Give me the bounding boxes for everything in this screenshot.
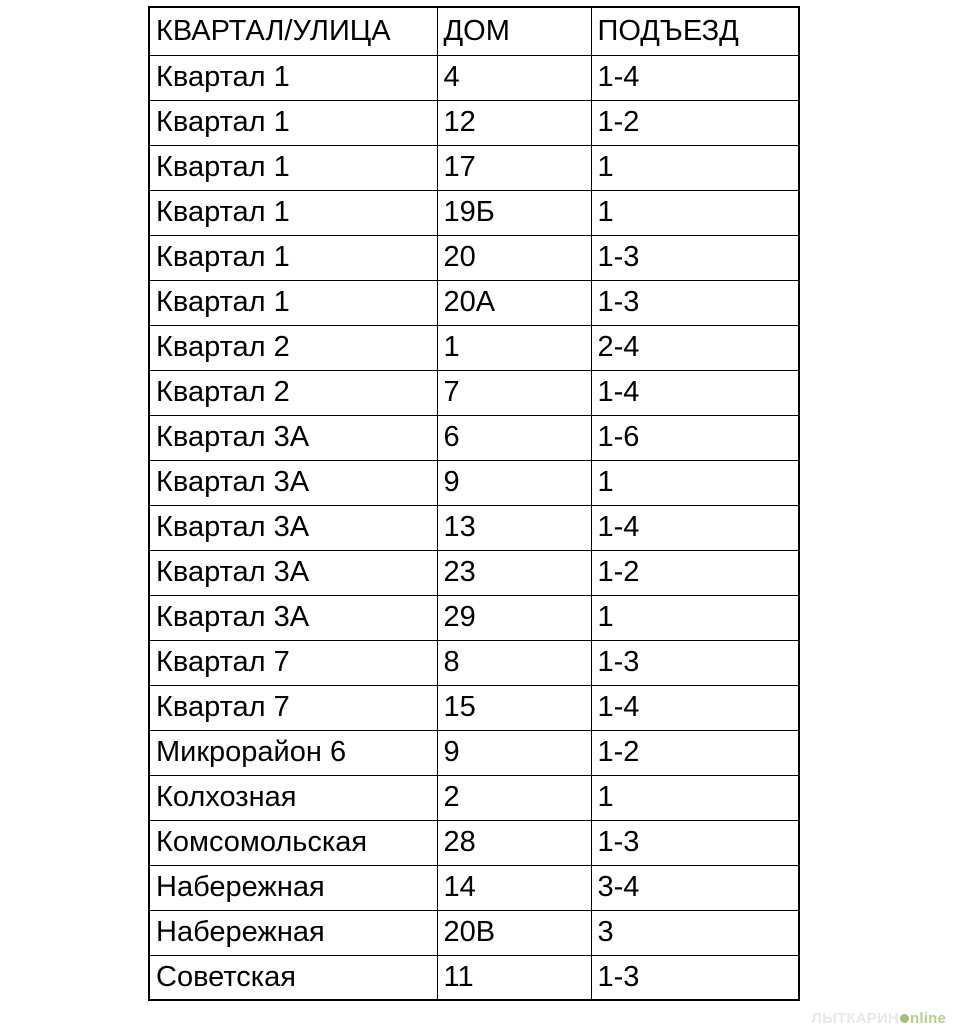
watermark-o-dot-icon bbox=[900, 1014, 909, 1023]
cell-street: Квартал 1 bbox=[149, 100, 437, 145]
cell-entrance: 1 bbox=[591, 145, 799, 190]
header-house: ДОМ bbox=[437, 7, 591, 55]
cell-house: 20А bbox=[437, 280, 591, 325]
cell-house: 15 bbox=[437, 685, 591, 730]
cell-entrance: 1-3 bbox=[591, 640, 799, 685]
cell-house: 14 bbox=[437, 865, 591, 910]
table-row bbox=[149, 460, 799, 505]
cell-entrance: 1-6 bbox=[591, 415, 799, 460]
cell-street: Квартал 3А bbox=[149, 460, 437, 505]
cell-house: 8 bbox=[437, 640, 591, 685]
cell-street: Микрорайон 6 bbox=[149, 730, 437, 775]
table-row bbox=[149, 505, 799, 550]
site-watermark bbox=[811, 1010, 946, 1027]
cell-entrance: 3-4 bbox=[591, 865, 799, 910]
cell-house: 4 bbox=[437, 55, 591, 100]
table-row bbox=[149, 370, 799, 415]
cell-house: 1 bbox=[437, 325, 591, 370]
cell-entrance: 3 bbox=[591, 910, 799, 955]
table-row bbox=[149, 415, 799, 460]
cell-street: Квартал 3А bbox=[149, 595, 437, 640]
table-row bbox=[149, 730, 799, 775]
table-row bbox=[149, 235, 799, 280]
table-row bbox=[149, 865, 799, 910]
cell-entrance: 1-3 bbox=[591, 955, 799, 1000]
cell-street: Квартал 3А bbox=[149, 505, 437, 550]
cell-entrance: 1 bbox=[591, 595, 799, 640]
cell-street: Квартал 2 bbox=[149, 370, 437, 415]
watermark-online-text: nline bbox=[909, 1010, 946, 1027]
cell-street: Колхозная bbox=[149, 775, 437, 820]
table-row bbox=[149, 685, 799, 730]
cell-house: 12 bbox=[437, 100, 591, 145]
table-row bbox=[149, 775, 799, 820]
cell-street: Набережная bbox=[149, 910, 437, 955]
table-row bbox=[149, 145, 799, 190]
cell-house: 19Б bbox=[437, 190, 591, 235]
cell-entrance: 1 bbox=[591, 460, 799, 505]
header-row bbox=[149, 7, 799, 55]
table-body bbox=[149, 55, 799, 1000]
cell-street: Квартал 2 bbox=[149, 325, 437, 370]
cell-house: 2 bbox=[437, 775, 591, 820]
cell-entrance: 1-2 bbox=[591, 100, 799, 145]
cell-house: 9 bbox=[437, 730, 591, 775]
cell-house: 6 bbox=[437, 415, 591, 460]
cell-house: 11 bbox=[437, 955, 591, 1000]
address-table-container bbox=[148, 6, 800, 1001]
cell-street: Советская bbox=[149, 955, 437, 1000]
cell-house: 9 bbox=[437, 460, 591, 505]
table-row bbox=[149, 820, 799, 865]
header-street: КВАРТАЛ/УЛИЦА bbox=[149, 7, 437, 55]
table-row bbox=[149, 55, 799, 100]
cell-house: 28 bbox=[437, 820, 591, 865]
cell-street: Набережная bbox=[149, 865, 437, 910]
cell-entrance: 1-4 bbox=[591, 685, 799, 730]
cell-entrance: 1-4 bbox=[591, 370, 799, 415]
cell-street: Квартал 7 bbox=[149, 640, 437, 685]
cell-house: 20В bbox=[437, 910, 591, 955]
cell-house: 20 bbox=[437, 235, 591, 280]
table-row bbox=[149, 280, 799, 325]
cell-entrance: 1-4 bbox=[591, 55, 799, 100]
cell-street: Квартал 3А bbox=[149, 415, 437, 460]
cell-house: 13 bbox=[437, 505, 591, 550]
cell-house: 29 bbox=[437, 595, 591, 640]
cell-entrance: 1 bbox=[591, 190, 799, 235]
table-header bbox=[149, 7, 799, 55]
cell-street: Квартал 1 bbox=[149, 190, 437, 235]
cell-entrance: 2-4 bbox=[591, 325, 799, 370]
cell-street: Квартал 3А bbox=[149, 550, 437, 595]
table-row bbox=[149, 190, 799, 235]
cell-entrance: 1-3 bbox=[591, 820, 799, 865]
cell-street: Комсомольская bbox=[149, 820, 437, 865]
cell-entrance: 1-4 bbox=[591, 505, 799, 550]
table-row bbox=[149, 910, 799, 955]
cell-house: 7 bbox=[437, 370, 591, 415]
address-table bbox=[148, 6, 800, 1001]
cell-entrance: 1-2 bbox=[591, 550, 799, 595]
cell-street: Квартал 1 bbox=[149, 235, 437, 280]
cell-street: Квартал 7 bbox=[149, 685, 437, 730]
cell-entrance: 1 bbox=[591, 775, 799, 820]
table-row bbox=[149, 100, 799, 145]
cell-entrance: 1-3 bbox=[591, 280, 799, 325]
table-row bbox=[149, 595, 799, 640]
cell-street: Квартал 1 bbox=[149, 55, 437, 100]
table-row bbox=[149, 640, 799, 685]
header-entrance: ПОДЪЕЗД bbox=[591, 7, 799, 55]
table-row bbox=[149, 550, 799, 595]
cell-street: Квартал 1 bbox=[149, 280, 437, 325]
cell-street: Квартал 1 bbox=[149, 145, 437, 190]
table-row bbox=[149, 325, 799, 370]
watermark-city-text: ЛЫТКАРИН bbox=[811, 1010, 899, 1027]
table-row bbox=[149, 955, 799, 1000]
cell-house: 23 bbox=[437, 550, 591, 595]
cell-entrance: 1-2 bbox=[591, 730, 799, 775]
cell-entrance: 1-3 bbox=[591, 235, 799, 280]
cell-house: 17 bbox=[437, 145, 591, 190]
